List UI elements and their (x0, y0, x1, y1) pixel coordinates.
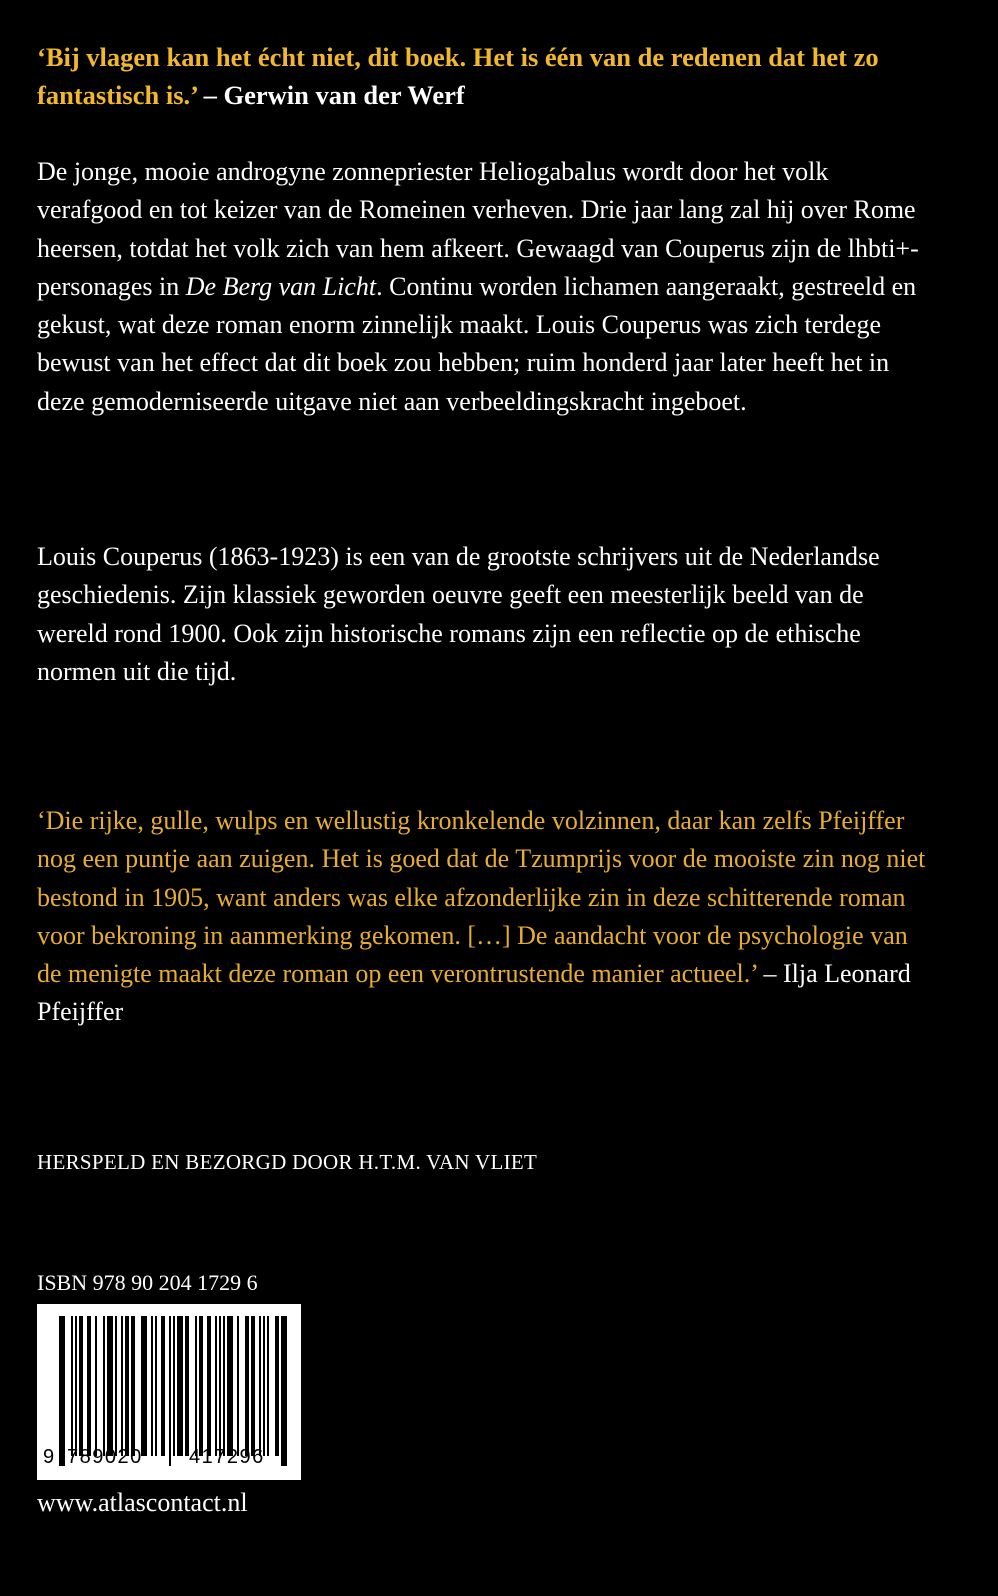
barcode-bar (199, 1316, 203, 1456)
barcode-left-digits: 789020 (67, 1446, 143, 1468)
editor-credit: HERSPELD EN BEZORGD DOOR H.T.M. VAN VLIET (37, 1150, 538, 1174)
barcode-right-digits: 417296 (189, 1446, 265, 1468)
barcode-bar (71, 1316, 73, 1456)
author-bio (37, 538, 937, 691)
pfeijffer-quote-text: ‘Die rijke, gulle, wulps en wellustig kronkelende volzinnen, daar kan zelfs Pfeijffer nog een puntje aan zuigen. Het is goed dat de Tzumprijs voor de mooiste zin nog niet bestond in 1905, want anders was elke afzonderlijke zin in deze schitterende roman voor bekroning in aanmerking gekomen. […] De aandacht voor de psychologie van de menigte maakt deze roman op een verontrustende manier actueel.’ (37, 806, 926, 989)
barcode-bar (161, 1316, 165, 1456)
synopsis-text-part1: De jonge, mooie androgyne zonnepriester Heliogabalus wordt door het volk verafgood en tot keizer van de Romeinen verheven. Drie jaar lang zal hij over Rome heersen, totdat het volk zich van hem afkeert. Gewaagd van Couperus zijn de lhbti+-personages in (37, 157, 919, 301)
isbn-label: ISBN 978 90 204 1729 6 (37, 1270, 258, 1295)
barcode-bar (259, 1316, 261, 1456)
barcode-bar (141, 1316, 147, 1456)
pfeijffer-quote-attribution: – Ilja Leonard Pfeijffer (37, 959, 911, 1027)
publisher-website: www.atlascontact.nl (37, 1488, 248, 1517)
top-quote-attribution: – Gerwin van der Werf (203, 80, 465, 110)
barcode-bar (151, 1316, 153, 1456)
barcode-digits (37, 1446, 301, 1476)
synopsis (37, 153, 937, 421)
barcode-bar (227, 1316, 233, 1456)
barcode-lead-digit: 9 (43, 1446, 55, 1468)
barcode-bar (215, 1316, 217, 1456)
barcode-bar (223, 1316, 225, 1456)
barcode-bar (281, 1316, 287, 1466)
barcode-bar (185, 1316, 189, 1456)
barcode-bar (169, 1316, 171, 1466)
barcode-bar (115, 1316, 117, 1456)
barcode-bar (275, 1316, 279, 1456)
barcode-bar (237, 1316, 239, 1456)
book-title: De Berg van Licht (185, 271, 377, 301)
barcode-bar (263, 1316, 265, 1456)
barcode-bar (207, 1316, 211, 1456)
barcode-bar (195, 1316, 197, 1456)
barcode-bar (87, 1316, 91, 1456)
barcode-bar (125, 1316, 129, 1456)
barcode-bar (107, 1316, 113, 1456)
barcode-bar (155, 1316, 157, 1456)
barcode-bar (121, 1316, 123, 1456)
barcode-bar (177, 1316, 183, 1456)
barcode-bar (173, 1316, 175, 1456)
barcode-bar (219, 1316, 221, 1456)
barcode-bar (131, 1316, 135, 1456)
barcode-bar (103, 1316, 105, 1456)
barcode (37, 1304, 301, 1480)
pfeijffer-quote (37, 802, 937, 1032)
barcode-bar (267, 1316, 269, 1456)
barcode-bar (251, 1316, 255, 1456)
barcode-bar (95, 1316, 97, 1456)
barcode-bar (59, 1316, 65, 1466)
author-bio-text: Louis Couperus (1863-1923) is een van de grootste schrijvers uit de Nederlandse geschiedenis. Zijn klassiek geworden oeuvre geeft een meesterlijk beeld van de wereld rond 1900. Ook zijn historische romans zijn een reflectie op de ethische normen uit die tijd. (37, 542, 880, 686)
top-quote-text: ‘Bij vlagen kan het écht niet, dit boek. Het is één van de redenen dat het zo fantastisch is.’ (37, 42, 879, 110)
barcode-bar (245, 1316, 249, 1456)
barcode-bar (79, 1316, 83, 1456)
synopsis-text-part2: . Continu worden lichamen aangeraakt, gestreeld en gekust, wat deze roman enorm zinnelijk maakt. Louis Couperus was zich terdege bewust van het effect dat dit boek zou hebben; ruim honderd jaar later heeft het in deze gemoderniseerde uitgave niet aan verbeeldingskracht ingeboet. (37, 271, 917, 416)
top-quote (37, 38, 937, 114)
barcode-bar (75, 1316, 77, 1456)
